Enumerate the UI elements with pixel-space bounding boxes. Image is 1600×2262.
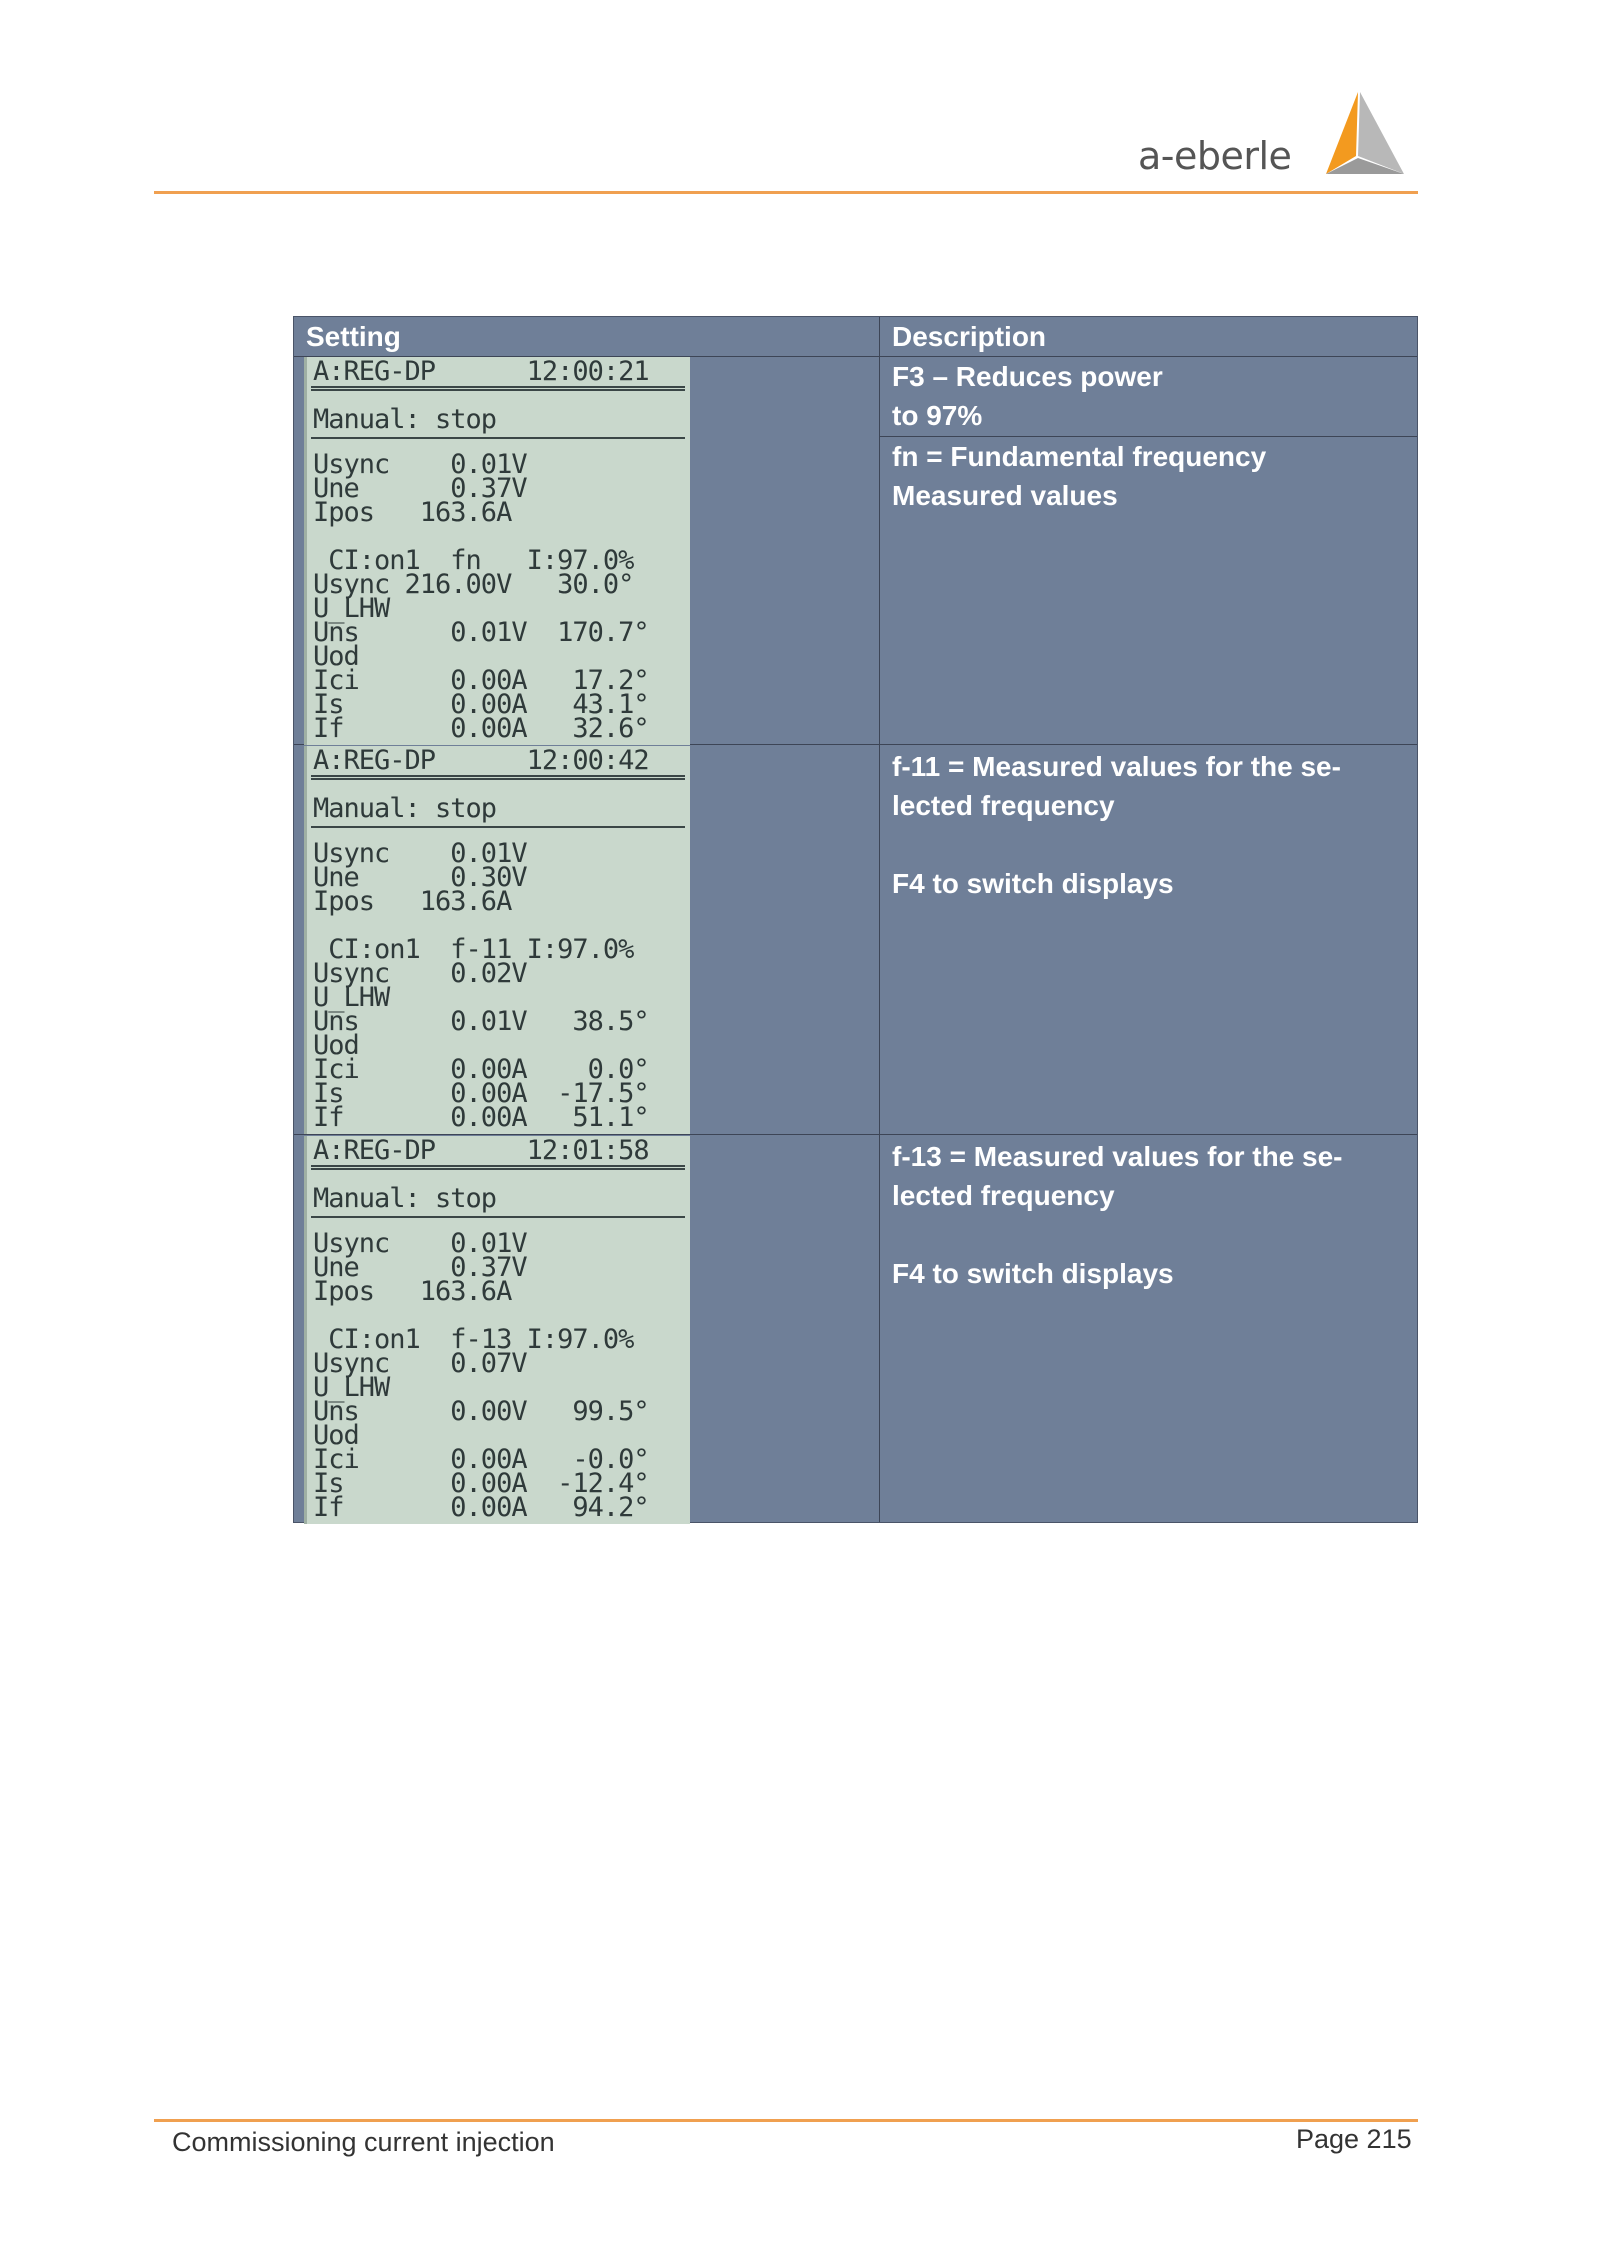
row-divider (294, 1134, 1417, 1135)
lcd-line: Ipos 163.6A (313, 497, 512, 528)
lcd-line: Ici 0.00A 0.0° (313, 1054, 649, 1085)
lcd-line: Usync 0.01V (313, 449, 527, 480)
description-text: fn = Fundamental frequency Measured values (892, 441, 1267, 511)
lcd-divider (311, 775, 685, 780)
lcd-divider (311, 386, 685, 391)
description-text: F3 – Reduces power to 97% (892, 361, 1163, 431)
header-description: Description (892, 321, 1047, 352)
lcd-line: If 0.00A 94.2° (313, 1492, 649, 1523)
lcd-divider (311, 1165, 685, 1170)
lcd-mode: Manual: stop (313, 793, 497, 824)
lcd-line: Uod (313, 1420, 359, 1451)
lcd-mode: Manual: stop (313, 404, 497, 435)
lcd-line: Une 0.30V (313, 862, 527, 893)
description-text: f-13 = Measured values for the se- lected frequency F4 to switch displays (892, 1141, 1343, 1289)
lcd-line: Is 0.00A 43.1° (313, 689, 649, 720)
lcd-line: U_LHW (313, 1372, 390, 1403)
lcd-line: CI:on1 fn I:97.0% (313, 545, 634, 576)
page-number: Page 215 (1296, 2124, 1412, 2154)
lcd-display (304, 357, 690, 745)
lcd-line: Ici 0.00A -0.0° (313, 1444, 649, 1475)
lcd-line: Uns 0.01V 38.5° (313, 1006, 649, 1037)
lcd-line: Usync 0.01V (313, 1228, 527, 1259)
footer-section-title: Commissioning current injection (172, 2127, 555, 2157)
lcd-display (304, 746, 690, 1134)
lcd-line: Ici 0.00A 17.2° (313, 665, 649, 696)
lcd-divider (311, 826, 685, 828)
lcd-display (304, 1136, 690, 1524)
lcd-divider (311, 437, 685, 439)
lcd-line: CI:on1 f-13 I:97.0% (313, 1324, 634, 1355)
lcd-line: U_LHW (313, 593, 390, 624)
lcd-title: A:REG-DP 12:01:58 (313, 1136, 649, 1166)
brand-logo (1138, 88, 1418, 188)
header-rule (154, 191, 1418, 194)
lcd-line: Is 0.00A -12.4° (313, 1468, 649, 1499)
lcd-line: U_LHW (313, 982, 390, 1013)
header-setting: Setting (306, 321, 401, 352)
description-text: f-11 = Measured values for the se- lected frequency F4 to switch displays (892, 751, 1341, 899)
lcd-line: Usync 0.02V (313, 958, 527, 989)
lcd-line: Uod (313, 641, 359, 672)
lcd-line: Usync 0.07V (313, 1348, 527, 1379)
lcd-line: Une 0.37V (313, 473, 527, 504)
lcd-line: If 0.00A 51.1° (313, 1102, 649, 1133)
lcd-line: Is 0.00A -17.5° (313, 1078, 649, 1109)
lcd-line: If 0.00A 32.6° (313, 713, 649, 744)
brand-name: a-eberle (1138, 134, 1292, 178)
footer-rule (154, 2119, 1418, 2122)
triangle-logo-icon (1308, 88, 1408, 180)
lcd-title: A:REG-DP 12:00:21 (313, 357, 649, 387)
lcd-line: Usync 0.01V (313, 838, 527, 869)
lcd-line: Une 0.37V (313, 1252, 527, 1283)
lcd-mode: Manual: stop (313, 1183, 497, 1214)
lcd-line: Ipos 163.6A (313, 1276, 512, 1307)
lcd-line: Ipos 163.6A (313, 886, 512, 917)
lcd-line: Usync 216.00V 30.0° (313, 569, 634, 600)
lcd-line: Uns 0.00V 99.5° (313, 1396, 649, 1427)
settings-table (293, 316, 1418, 1523)
lcd-divider (311, 1216, 685, 1218)
lcd-line: Uns 0.01V 170.7° (313, 617, 649, 648)
column-divider (879, 317, 880, 1522)
lcd-title: A:REG-DP 12:00:42 (313, 746, 649, 776)
lcd-line: Uod (313, 1030, 359, 1061)
lcd-line: CI:on1 f-11 I:97.0% (313, 934, 634, 965)
